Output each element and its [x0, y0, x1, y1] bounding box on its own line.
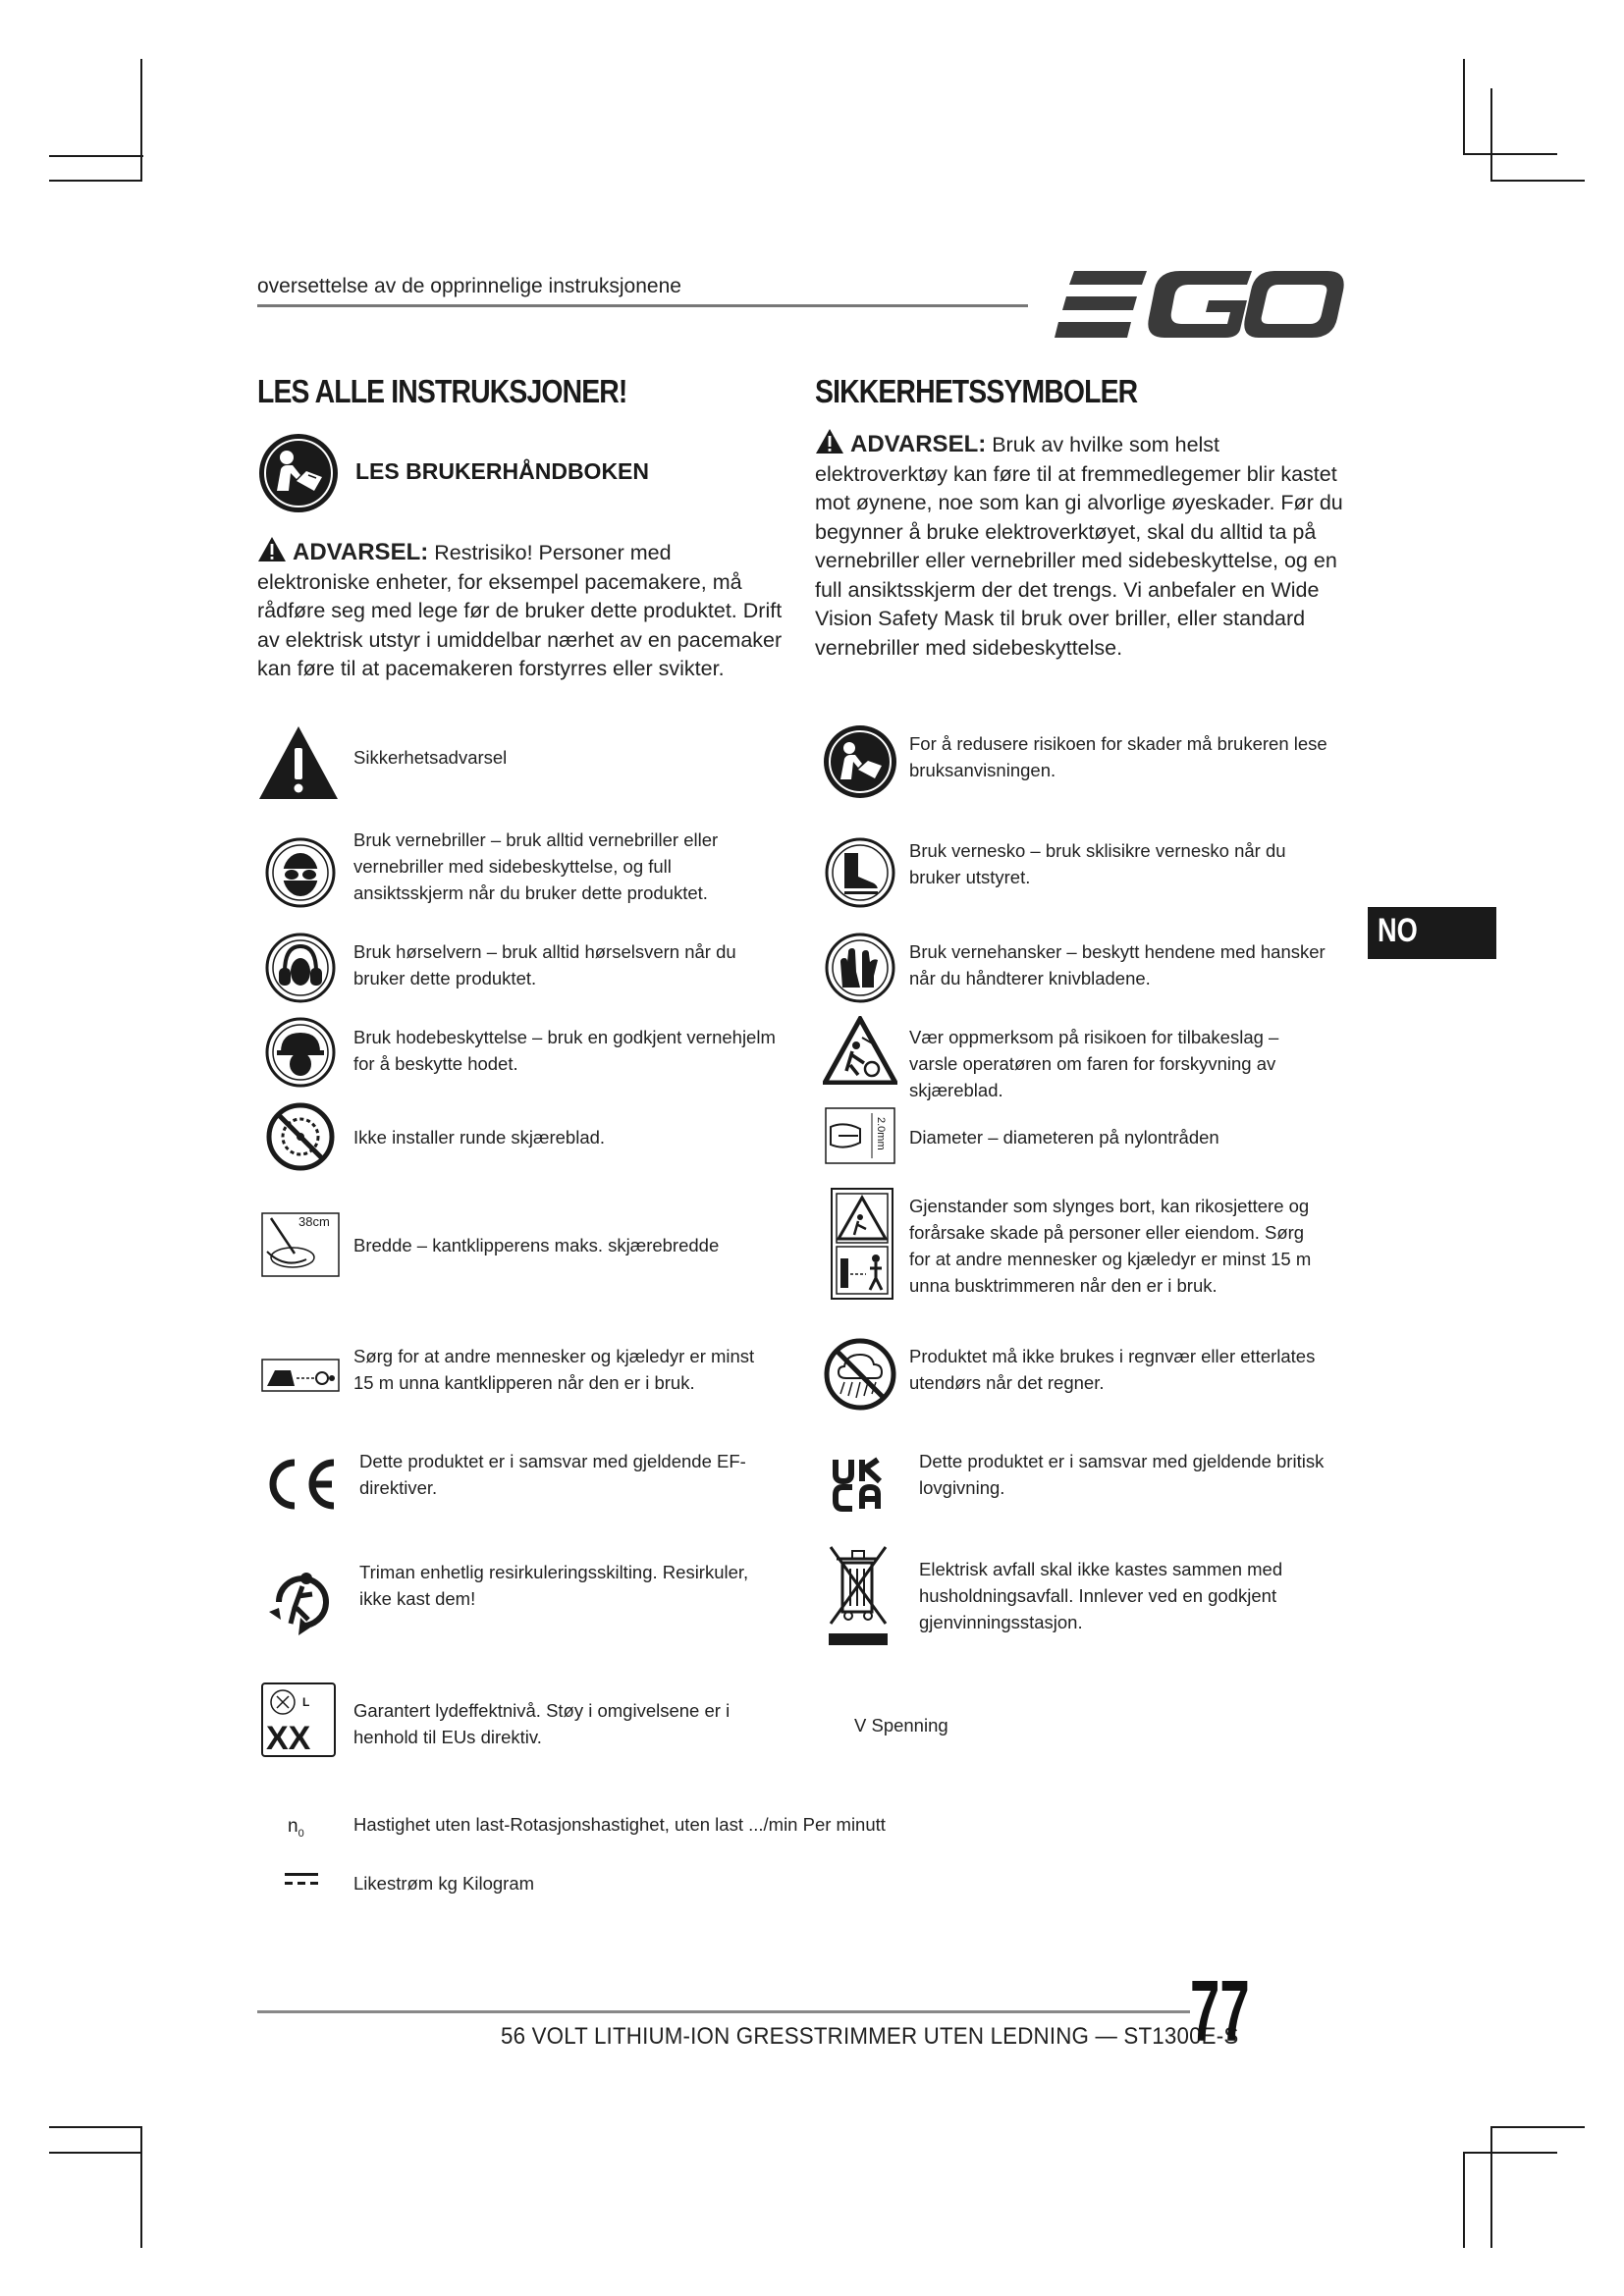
- cutting-width-icon: [261, 1212, 340, 1277]
- weee-text: Elektrisk avfall skal ikke kastes sammen med husholdningsavfall. Innlever ved en godkjent gjenvinningsstasjon.: [919, 1559, 1283, 1632]
- left-warning-text: Restrisiko! Personer med elektroniske enheter, for eksempel pacemakere, må rådføre seg med lege før de bruker dette produktet. Drift av elektrisk utstyr i umiddelbar nærhet av en pacemaker kan føre til at pacemakeren forstyrres eller svikter.: [257, 541, 783, 680]
- no-blade-icon: [265, 1101, 336, 1172]
- distance-icon: [261, 1359, 340, 1392]
- width-text: Bredde – kantklipperens maks. skjærebredde: [353, 1235, 720, 1255]
- ce-text: Dette produktet er i samsvar med gjeldende EF-direktiver.: [359, 1451, 746, 1498]
- distance-text: Sørg for at andre mennesker og kjæledyr er minst 15 m unna kantklipperen når den er i bruk.: [353, 1346, 755, 1393]
- crop-mark: [1490, 88, 1492, 181]
- gloves-text: Bruk vernehansker – beskytt hendene med hansker når du håndterer knivbladene.: [909, 941, 1326, 988]
- safety-boots-icon: [825, 837, 895, 908]
- right-heading: SIKKERHETSSYMBOLER: [815, 373, 1138, 409]
- crop-mark: [49, 155, 143, 157]
- left-heading: LES ALLE INSTRUKSJONER!: [257, 373, 627, 409]
- left-warning-lead: ADVARSEL:: [293, 539, 429, 565]
- dc-current-icon: [285, 1871, 318, 1887]
- ego-logo: [1051, 267, 1345, 344]
- safety-gloves-icon: [825, 933, 895, 1003]
- voltage-text: V Spenning: [854, 1715, 948, 1735]
- language-tab-label: NO: [1378, 912, 1418, 949]
- footer-rule: [257, 2010, 1190, 2013]
- language-tab: [1368, 907, 1496, 959]
- head-text: Bruk hodebeskyttelse – bruk en godkjent vernehjelm for å beskytte hodet.: [353, 1027, 776, 1074]
- ukca-mark-icon: [831, 1457, 886, 1512]
- thrown-text: Gjenstander som slynges bort, kan rikosjettere og forårsake skade på personer eller eiendom. Sørg for at andre mennesker og kjæledyr er minst 15 m unna busktrimmeren når den er i bruk.: [909, 1196, 1312, 1296]
- warning-triangle-icon: [257, 536, 287, 562]
- rain-text: Produktet må ikke brukes i regnvær eller etterlates utendørs når det regner.: [909, 1346, 1316, 1393]
- head-protection-icon: [265, 1017, 336, 1088]
- crop-mark: [140, 2126, 142, 2248]
- read-manual-icon: [257, 432, 340, 514]
- sound-power-icon: [261, 1682, 336, 1757]
- n0-symbol: [288, 1816, 304, 1840]
- crop-mark: [1490, 180, 1585, 182]
- hearing-text: Bruk hørselvern – bruk alltid hørselsvern når du bruker dette produktet.: [353, 941, 736, 988]
- ce-mark-icon: [261, 1455, 340, 1514]
- left-warning: [257, 536, 787, 684]
- weee-bin-icon: [827, 1543, 890, 1647]
- kickback-text: Vær oppmerksom på risikoen for tilbakeslag – varsle operatøren om faren for forskyvning av skjæreblad.: [909, 1027, 1279, 1100]
- triman-text: Triman enhetlig resirkuleringsskilting. Resirkuler, ikke kast dem!: [359, 1562, 749, 1609]
- page-number: 77: [1190, 1962, 1250, 2059]
- no-rain-icon: [823, 1337, 897, 1412]
- crop-mark: [1490, 2126, 1492, 2248]
- right-warning-lead: ADVARSEL:: [850, 431, 987, 457]
- boots-text: Bruk vernesko – bruk sklisikre vernesko når du bruker utstyret.: [909, 840, 1286, 887]
- crop-mark: [1463, 2152, 1465, 2248]
- no-blade-text: Ikke installer runde skjæreblad.: [353, 1127, 606, 1148]
- crop-mark: [140, 59, 142, 181]
- diameter-text: Diameter – diameteren på nylontråden: [909, 1127, 1219, 1148]
- crop-mark: [49, 2152, 142, 2154]
- dc-text: Likestrøm kg Kilogram: [353, 1873, 535, 1894]
- ukca-text: Dette produktet er i samsvar med gjeldende britisk lovgivning.: [919, 1451, 1325, 1498]
- safety-glasses-icon: [265, 837, 336, 908]
- thrown-objects-icon: [831, 1188, 893, 1300]
- n0-symbol-sub: 0: [298, 1827, 304, 1840]
- kickback-warning-icon: [823, 1016, 897, 1085]
- read-manual-label: LES BRUKERHÅNDBOKEN: [355, 458, 650, 484]
- crop-mark: [49, 180, 142, 182]
- crop-mark: [1463, 153, 1557, 155]
- n0-symbol-letter: n: [288, 1816, 298, 1837]
- triman-icon: [261, 1563, 340, 1639]
- header-rule: [257, 304, 1028, 307]
- svg-text:L: L: [302, 1695, 310, 1709]
- hearing-protection-icon: [265, 933, 336, 1003]
- crop-mark: [49, 2126, 142, 2128]
- read-manual-icon: [823, 724, 897, 799]
- crop-mark: [1463, 59, 1465, 155]
- warning-triangle-icon: [815, 428, 844, 454]
- crop-mark: [1490, 2126, 1585, 2128]
- manual-text: For å redusere risikoen for skader må brukeren lese bruksanvisningen.: [909, 733, 1327, 780]
- n0-text: Hastighet uten last-Rotasjonshastighet, uten last .../min Per minutt: [353, 1814, 886, 1835]
- line-diameter-tag: 2.0mm: [875, 1117, 887, 1150]
- cutting-width-tag: 38cm: [298, 1214, 330, 1229]
- sound-text: Garantert lydeffektnivå. Støy i omgivelsene er i henhold til EUs direktiv.: [353, 1700, 731, 1747]
- line-diameter-icon: [825, 1107, 895, 1164]
- safety-alert-text: Sikkerhetsadvarsel: [353, 747, 508, 768]
- safety-glasses-text: Bruk vernebriller – bruk alltid vernebriller eller vernebriller med sidebeskyttelse, og full ansiktsskjerm når du bruker dette produktet.: [353, 829, 719, 903]
- right-warning: [815, 428, 1350, 663]
- header-subtitle: oversettelse av de opprinnelige instruksjonene: [257, 275, 681, 297]
- sound-power-tag: XX: [266, 1720, 311, 1757]
- crop-mark: [1463, 2152, 1557, 2154]
- footer-title: 56 VOLT LITHIUM-ION GRESSTRIMMER UTEN LEDNING — ST1300E-S: [501, 2023, 1239, 2050]
- right-warning-text: Bruk av hvilke som helst elektroverktøy kan føre til at fremmedlegemer blir kastet mot øynene, noe som kan gi alvorlige øyeskader. Før du begynner å bruke elektroverktøyet, skal du alltid ta på vernebriller eller vernebriller med sidebeskyttelse, og en full ansiktsskjerm der det trengs. Vi anbefaler en Wide Vision Safety Mask til bruk over briller, eller standard vernebriller med sidebeskyttelse.: [815, 433, 1343, 660]
- safety-alert-icon: [257, 724, 340, 801]
